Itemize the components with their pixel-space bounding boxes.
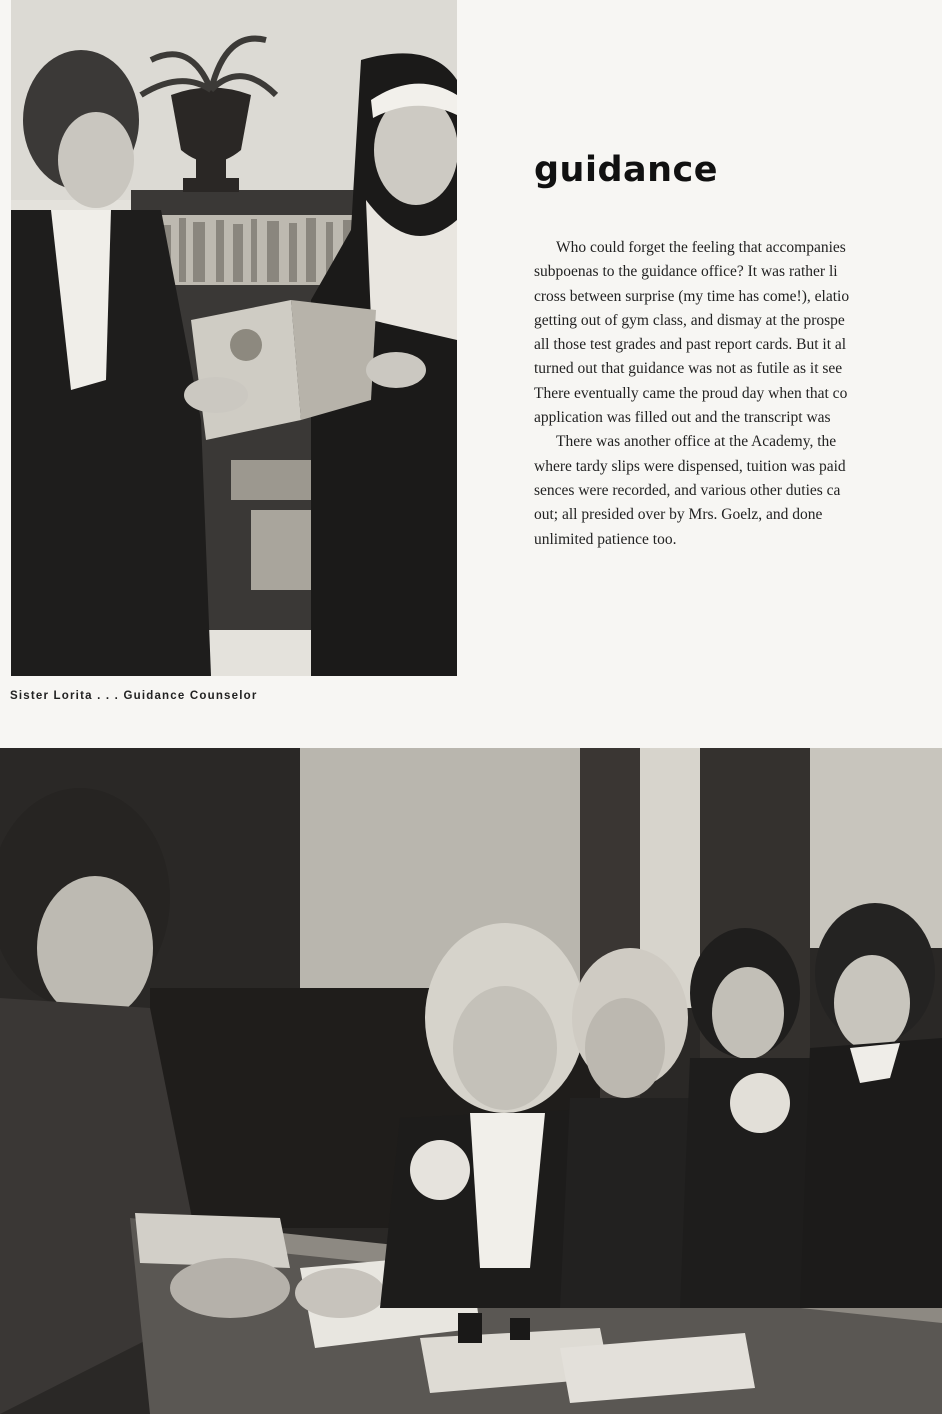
text-line: where tardy slips were dispensed, tuition was paid: [534, 457, 846, 475]
photo-caption: Sister Lorita . . . Guidance Counselor: [10, 690, 258, 702]
text-line: There was another office at the Academy, the: [556, 433, 837, 451]
photo-guidance-counselor-image: [11, 0, 457, 676]
photo-academy-office-image: [0, 748, 942, 1414]
photo-academy-office: [0, 748, 942, 1414]
text-line: getting out of gym class, and dismay at the prospe: [534, 311, 845, 329]
text-line: out; all presided over by Mrs. Goelz, and done: [534, 506, 823, 524]
text-line: unlimited patience too.: [534, 530, 677, 548]
text-line: Who could forget the feeling that accompanies: [556, 239, 846, 256]
text-line: application was filled out and the transcript was: [534, 409, 831, 427]
text-line: There eventually came the proud day when that co: [534, 384, 848, 402]
article-body: [534, 230, 942, 570]
article-text: [534, 236, 942, 552]
page-title: guidance: [534, 150, 719, 190]
text-line: cross between surprise (my time has come!), elatio: [534, 287, 850, 305]
text-line: subpoenas to the guidance office? It was rather li: [534, 263, 838, 281]
text-line: sences were recorded, and various other duties ca: [534, 481, 841, 499]
photo-guidance-counselor: [11, 0, 457, 676]
text-line: all those test grades and past report cards. But it al: [534, 336, 847, 354]
text-line: turned out that guidance was not as futile as it see: [534, 360, 843, 378]
